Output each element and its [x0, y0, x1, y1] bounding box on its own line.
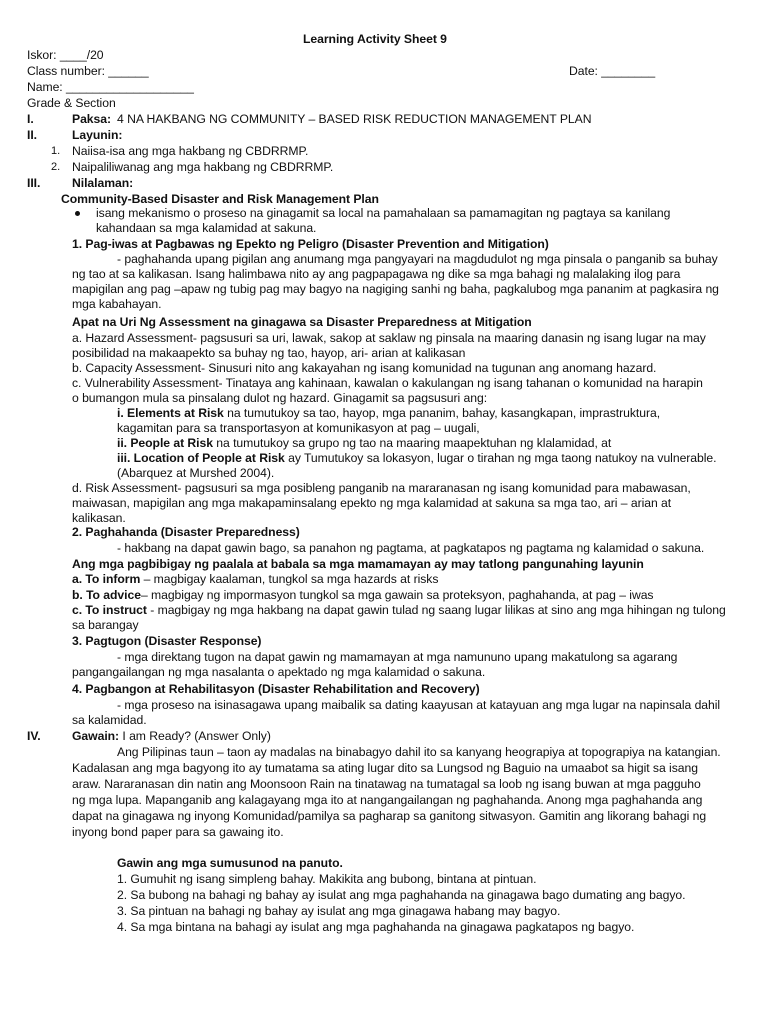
- grade-section-field: Grade & Section: [27, 96, 116, 110]
- step-4-line: sa kalamidad.: [72, 713, 147, 727]
- name-field: Name: ___________________: [27, 80, 194, 94]
- activity-paragraph-line: dapat na ginagawa ng inyong Komunidad/pamilya sa pagharap sa ganitong sitwasyon. Gamitin ang likorang bahagi ng: [72, 809, 707, 823]
- citation: (Abarquez at Murshed 2004).: [117, 466, 275, 480]
- sheet-title: Learning Activity Sheet 9: [303, 32, 447, 46]
- paalala-heading: Ang mga pagbibigay ng paalala at babala sa mga mamamayan ay may tatlong pangunahing layunin: [72, 557, 644, 571]
- assessment-line: b. Capacity Assessment- Sinusuri nito ang kakayahan ng isang komunidad na tugunan ang anomang hazard.: [72, 361, 657, 375]
- instruction-item: 2. Sa bubong na bahagi ng bahay ay isulat ang mga paghahanda na ginagawa bago dumating ang bagyo.: [117, 888, 686, 902]
- activity-paragraph-line: araw. Nararanasan din natin ang Moonsoon Rain na tinatawag na tumatagal sa loob ng isang buwan at mga pagguho: [72, 777, 701, 791]
- objective-number: 1.: [51, 145, 61, 157]
- paalala-continuation: sa barangay: [72, 618, 139, 632]
- risk-element-label: i. Elements at Risk: [117, 406, 224, 420]
- bullet-line: kahandaan sa mga kalamidad at sakuna.: [96, 221, 317, 235]
- risk-assessment-line: d. Risk Assessment- pagsusuri sa mga posibleng panganib na mararanasan ng isang komunidad para mabawasan,: [72, 481, 691, 495]
- paalala-item: [72, 587, 653, 603]
- instruction-item: 4. Sa mga bintana na bahagi ay isulat ang mga paghahanda na ginagawa pagkatapos ng bagyo.: [117, 920, 635, 934]
- people-at-risk-item: [117, 435, 611, 451]
- location-at-risk-item: [117, 450, 716, 466]
- paalala-item: [72, 602, 726, 618]
- section-i-text: 4 NA HAKBANG NG COMMUNITY – BASED RISK REDUCTION MANAGEMENT PLAN: [117, 112, 592, 126]
- section-iv-label: Gawain:: [72, 729, 120, 743]
- assessment-line: c. Vulnerability Assessment- Tinataya ang kahinaan, kawalan o kakulangan ng isang tahanan o komunidad na harapin: [72, 376, 703, 390]
- instruction-item: 3. Sa pintuan na bahagi ng bahay ay isulat ang mga ginagawa habang may bagyo.: [117, 904, 561, 918]
- instruction-item: 1. Gumuhit ng isang simpleng bahay. Makikita ang bubong, bintana at pintuan.: [117, 872, 537, 886]
- assessment-line: o bumangon mula sa pinsalang dulot ng hazard. Ginagamit sa pagsusuri ang:: [72, 391, 488, 405]
- paalala-item-text: – magbigay ng impormasyon tungkol sa mga gawain sa proteksyon, paghahanda, at pag – iwas: [140, 588, 654, 602]
- people-at-risk-text: na tumutukoy sa grupo ng tao na maaring maapektuhan ng klalamidad, at: [212, 436, 612, 450]
- section-iii-number: III.: [27, 176, 41, 190]
- location-at-risk-text: ay Tumutukoy sa lokasyon, lugar o tirahan ng mga taong natukoy na vulnerable.: [284, 451, 717, 465]
- paalala-item-text: – magbigay kaalaman, tungkol sa mga hazards at risks: [140, 572, 439, 586]
- activity-paragraph-line: Kadalasan ang mga bagyong ito ay tumatama sa ating lugar dito sa Lungsod ng Baguio na umaabot sa higit sa isang: [72, 761, 698, 775]
- activity-paragraph-line: inyong bond paper para sa gawaing ito.: [72, 825, 284, 839]
- step-3-heading: 3. Pagtugon (Disaster Response): [72, 634, 262, 648]
- activity-paragraph-line: Ang Pilipinas taun – taon ay madalas na binabagyo dahil ito sa kanyang heograpiya at topograpiya na katangian.: [117, 745, 721, 759]
- bullet-icon: [75, 211, 80, 216]
- assessment-line: posibilidad na makaapekto sa buhay ng tao, hayop, ari- arian at kalikasan: [72, 346, 466, 360]
- paalala-item: [72, 571, 438, 587]
- risk-assessment-line: kalikasan.: [72, 511, 126, 525]
- activity-paragraph-line: ng mga lupa. Mapanganib ang kalagayang mga ito at nangangailangan ng paghahanda. Anong mga paghahanda ang: [72, 793, 703, 807]
- step-3-line: - mga direktang tugon na dapat gawin ng mamamayan at mga namununo upang makatulong sa agarang: [117, 650, 678, 664]
- step-4-line: - mga proseso na isinasagawa upang maibalik sa dating kaayusan at katayuan ang mga lugar na napinsala dahil: [117, 698, 721, 712]
- step-4-heading: 4. Pagbangon at Rehabilitasyon (Disaster Rehabilitation and Recovery): [72, 682, 480, 696]
- risk-element-item: [117, 405, 660, 421]
- objective-item: Naipaliliwanag ang mga hakbang ng CBDRRMP.: [72, 160, 334, 174]
- risk-element-text: na tumutukoy sa tao, hayop, mga pananim, bahay, kasangkapan, imprastruktura,: [223, 406, 661, 420]
- class-number-field: Class number: ______: [27, 64, 149, 78]
- section-iv-heading: [72, 728, 271, 744]
- content-heading: Community-Based Disaster and Risk Management Plan: [61, 192, 379, 206]
- step-2-line: - hakbang na dapat gawin bago, sa panahon ng pagtama, at pagkatapos ng pagtama ng kalamidad o sakuna.: [117, 541, 705, 555]
- paalala-item-label: c. To instruct: [72, 603, 147, 617]
- paalala-item-label: b. To advice: [72, 588, 141, 602]
- step-1-line: mga kabahayan.: [72, 297, 162, 311]
- section-ii-number: II.: [27, 128, 38, 142]
- people-at-risk-label: ii. People at Risk: [117, 436, 213, 450]
- risk-assessment-line: maiwasan, mapigilan ang mga makapaminsalang epekto ng mga kalamidad at sakuna sa mga tao, ari – arian at: [72, 496, 672, 510]
- location-at-risk-label: iii. Location of People at Risk: [117, 451, 285, 465]
- score-field: Iskor: ____/20: [27, 48, 104, 62]
- section-i-number: I.: [27, 112, 34, 126]
- paalala-item-label: a. To inform: [72, 572, 141, 586]
- section-iv-number: IV.: [27, 729, 41, 743]
- section-iv-label-rest: I am Ready? (Answer Only): [119, 729, 271, 743]
- step-1-heading: 1. Pag-iwas at Pagbawas ng Epekto ng Peligro (Disaster Prevention and Mitigation): [72, 237, 549, 251]
- paalala-item-text: - magbigay ng mga hakbang na dapat gawin tulad ng saang lugar lilikas at sino ang mga hihingan ng tulong: [146, 603, 726, 617]
- step-1-line: mapigilan ang pag –apaw ng tubig pag may bagyo na nagiging sanhi ng baha, pagkalubog mga pananim at pagkasira ng: [72, 282, 719, 296]
- section-ii-label: Layunin:: [72, 128, 123, 142]
- objective-item: Naiisa-isa ang mga hakbang ng CBDRRMP.: [72, 144, 309, 158]
- step-2-heading: 2. Paghahanda (Disaster Preparedness): [72, 525, 300, 539]
- step-3-line: pangangailangan ng mga nasalanta o apektado ng mga kalamidad o sakuna.: [72, 665, 486, 679]
- assessment-heading: Apat na Uri Ng Assessment na ginagawa sa Disaster Preparedness at Mitigation: [72, 315, 532, 329]
- step-1-line: ng tao at sa kalikasan. Isang halimbawa nito ay ang pagpapagawa ng dike sa mga bahagi ng malalaking ilog para: [72, 267, 681, 281]
- section-iii-label: Nilalaman:: [72, 176, 134, 190]
- step-1-line: - paghahanda upang pigilan ang anumang mga pangyayari na magdudulot ng mga pinsala o panganib sa buhay: [117, 252, 718, 266]
- instructions-heading: Gawin ang mga sumusunod na panuto.: [117, 856, 343, 870]
- date-field: Date: ________: [569, 64, 656, 78]
- objective-number: 2.: [51, 161, 61, 173]
- bullet-line: isang mekanismo o proseso na ginagamit sa local na pamahalaan sa pamamagitan ng pagtaya sa kanilang: [96, 206, 671, 220]
- assessment-line: a. Hazard Assessment- pagsusuri sa uri, lawak, sakop at saklaw ng pinsala na maaring danasin ng isang lugar na may: [72, 331, 706, 345]
- section-i-label: Paksa:: [72, 112, 111, 126]
- risk-element-text: kagamitan para sa transportasyon at komunikasyon at pag – uugali,: [117, 421, 480, 435]
